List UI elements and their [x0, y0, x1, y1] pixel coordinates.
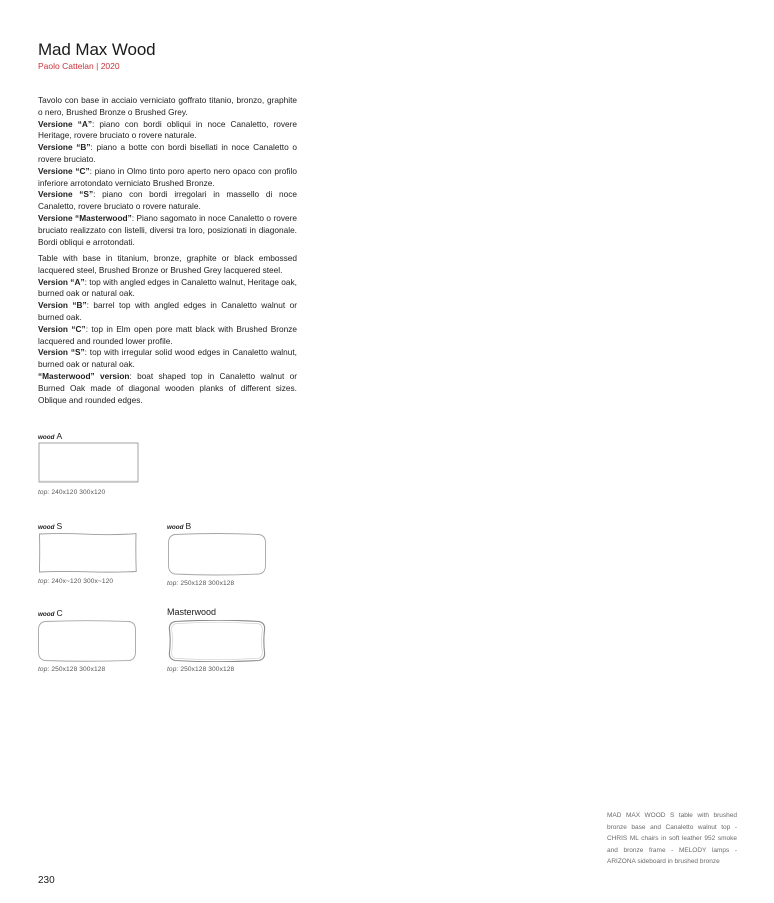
- top-label: top:: [167, 666, 179, 673]
- variant-letter: B: [185, 521, 192, 531]
- italian-version-c: [38, 166, 297, 190]
- table-top-a-icon: [38, 442, 140, 484]
- designer-name: Paolo Cattelan: [38, 61, 94, 71]
- variant-prefix: wood: [167, 524, 184, 531]
- variant-c-dimensions: [38, 666, 105, 673]
- top-sizes: 240x120 300x120: [51, 489, 106, 496]
- variant-b-label: [167, 521, 191, 531]
- top-label: top:: [167, 580, 179, 587]
- design-year: 2020: [100, 61, 120, 71]
- version-label: Version “A”: [38, 276, 85, 287]
- variant-a-label: [38, 431, 62, 441]
- version-text: : boat shaped top in Canaletto walnut or Burned Oak made of diagonal wooden planks of different sizes. Oblique and rounded edges.: [38, 370, 297, 405]
- version-label: Version “S”: [38, 347, 85, 358]
- top-sizes: 250x128 300x128: [180, 580, 235, 587]
- english-version-c: [38, 324, 297, 348]
- version-label: Version “C”: [38, 323, 86, 334]
- version-text: : piano con bordi obliqui in noce Canaletto, rovere Heritage, rovere bruciato o rovere naturale.: [38, 118, 297, 141]
- version-text: : Piano sagomato in noce Canaletto o rovere bruciato realizzato con listelli, diversi tra loro, posizionati in diagonale. Bordi obliqui e arrotondati.: [38, 212, 297, 247]
- top-label: top:: [38, 489, 50, 496]
- italian-description: [38, 95, 297, 248]
- version-text: : piano con bordi irregolari in massello di noce Canaletto, rovere bruciato o rovere naturale.: [38, 189, 298, 212]
- version-label: Versione “S”: [38, 189, 94, 200]
- table-top-b-icon: [167, 533, 267, 576]
- italian-version-b: [38, 142, 297, 166]
- designer-line: Paolo Cattelan | 2020: [38, 61, 120, 71]
- variant-a-dimensions: [38, 489, 105, 496]
- version-text: : top with irregular solid wood edges in Canaletto walnut, burned oak or natural oak.: [38, 347, 297, 370]
- english-version-a: [38, 277, 297, 301]
- table-top-masterwood-icon: [167, 620, 267, 662]
- italian-intro: Tavolo con base in acciaio verniciato goffrato titanio, bronzo, graphite o nero, Brushed Bronze o Brushed Grey.: [38, 95, 297, 117]
- top-sizes: 240x~120 300x~120: [51, 578, 114, 585]
- photo-caption: MAD MAX WOOD S table with brushed bronze base and Canaletto walnut top - CHRIS ML chairs in soft leather 952 smoke and bronze frame - MELODY lamps - ARIZONA sideboard in brushed bronze: [607, 812, 737, 865]
- version-label: Versione “Masterwood”: [38, 212, 132, 223]
- version-text: : barrel top with angled edges in Canaletto walnut or burned oak.: [38, 300, 297, 322]
- english-version-masterwood: [38, 371, 297, 406]
- italian-version-s: [38, 189, 297, 213]
- page-title: Mad Max Wood: [38, 40, 156, 59]
- italian-version-a: [38, 119, 297, 143]
- variant-name: Masterwood: [167, 607, 217, 617]
- italian-version-masterwood: [38, 213, 297, 248]
- top-sizes: 250x128 300x128: [180, 666, 235, 673]
- version-label: Versione “A”: [38, 118, 92, 129]
- english-version-b: [38, 300, 297, 324]
- variant-s-dimensions: [38, 578, 113, 585]
- variant-prefix: wood: [38, 434, 55, 441]
- version-label: “Masterwood” version: [38, 370, 130, 381]
- version-text: : piano a botte con bordi bisellati in noce Canaletto o rovere bruciato.: [38, 142, 297, 164]
- variant-prefix: wood: [38, 524, 55, 531]
- table-top-c-icon: [37, 620, 137, 662]
- english-description: [38, 253, 297, 406]
- variant-b-dimensions: [167, 580, 234, 587]
- version-text: : top in Elm open pore matt black with Brushed Bronze lacquered and rounded lower profile.: [38, 323, 297, 346]
- variant-masterwood-label: [167, 607, 216, 617]
- english-version-s: [38, 347, 297, 371]
- table-top-s-icon: [38, 532, 138, 574]
- top-label: top:: [38, 666, 50, 673]
- variant-prefix: wood: [38, 611, 55, 618]
- variant-letter: S: [56, 521, 63, 531]
- version-text: : top with angled edges in Canaletto walnut, Heritage oak, burned oak or natural oak.: [38, 276, 297, 299]
- version-label: Versione “B”: [38, 142, 91, 153]
- version-label: Versione “C”: [38, 165, 90, 176]
- variant-letter: C: [56, 608, 63, 618]
- top-sizes: 250x128 300x128: [51, 666, 106, 673]
- page-number: 230: [38, 875, 55, 886]
- english-intro: Table with base in titanium, bronze, graphite or black embossed lacquered steel, Brushed Bronze or Brushed Grey lacquered steel.: [38, 253, 297, 275]
- version-text: : piano in Olmo tinto poro aperto nero opaco con profilo inferiore arrotondato verniciato Brushed Bronze.: [38, 165, 297, 188]
- top-label: top:: [38, 578, 50, 585]
- version-label: Version “B”: [38, 300, 87, 311]
- variant-c-label: [38, 608, 63, 618]
- variant-s-label: [38, 521, 62, 531]
- variant-masterwood-dimensions: [167, 666, 234, 673]
- variant-letter: A: [56, 431, 63, 441]
